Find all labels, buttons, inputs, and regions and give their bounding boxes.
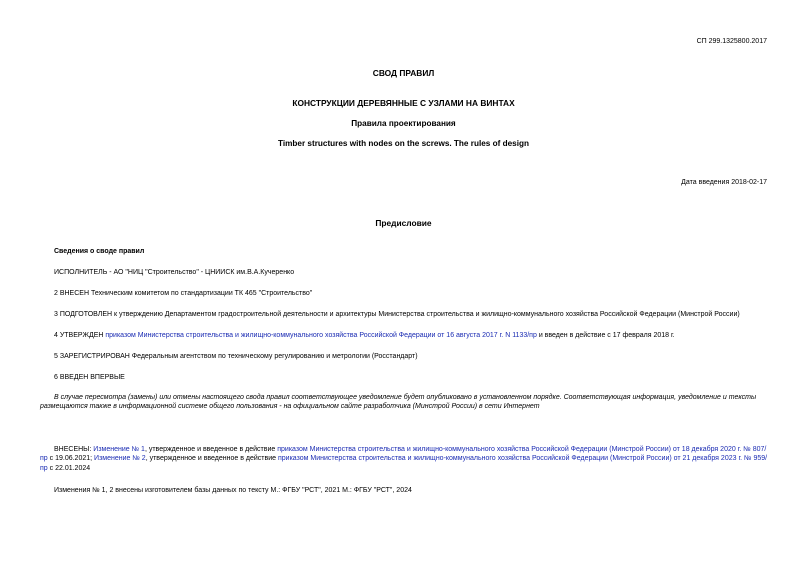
prepared-paragraph: 3 ПОДГОТОВЛЕН к утверждению Департаментом градостроительной деятельности и архитектуры Министерства строительства и жилищно-коммунального хозяйства Российской Федерации (Минстрой России) bbox=[54, 311, 740, 318]
preface-heading: Предисловие bbox=[375, 218, 432, 228]
introduction-date: Дата введения 2018-02-17 bbox=[681, 179, 767, 186]
order-1-link[interactable]: приказом Министерства строительства и жилищно-коммунального хозяйства Российской Федерации (Минстрой России) от 18 декабря 2020 г. № 807/пр bbox=[40, 446, 767, 463]
change-1-text: , утвержденное и введенное в действие bbox=[144, 446, 276, 453]
registered-paragraph: 5 ЗАРЕГИСТРИРОВАН Федеральным агентством по техническому регулированию и метрологии (Росстандарт) bbox=[54, 353, 418, 360]
order-2-link[interactable]: приказом Министерства строительства и жилищно-коммунального хозяйства Российской Федерации (Минстрой России) от 21 декабря 2023 г. № 959/пр bbox=[40, 455, 768, 472]
database-note-paragraph: Изменения № 1, 2 внесены изготовителем базы данных по тексту М.: ФГБУ "РСТ", 2021 М.: ФГБУ "РСТ", 2024 bbox=[54, 487, 412, 494]
change-1-date: с 19.06.2021; bbox=[49, 455, 93, 463]
change-2-date: с 22.01.2024 bbox=[49, 464, 91, 472]
executor-paragraph: ИСПОЛНИТЕЛЬ - АО "НИЦ "Строительство" - ЦНИИСК им.В.А.Кучеренко bbox=[54, 269, 295, 276]
first-time-paragraph: 6 ВВЕДЕН ВПЕРВЫЕ bbox=[54, 374, 125, 381]
introduced-paragraph: 2 ВНЕСЕН Техническим комитетом по стандартизации ТК 465 "Строительство" bbox=[54, 290, 313, 297]
changes-paragraph bbox=[40, 445, 768, 473]
info-heading: Сведения о своде правил bbox=[54, 248, 145, 255]
approved-paragraph bbox=[40, 331, 768, 340]
document-english-title: Timber structures with nodes on the screws. The rules of design bbox=[278, 139, 529, 148]
document-title: СВОД ПРАВИЛ bbox=[372, 68, 435, 78]
approved-prefix: 4 УТВЕРЖДЕН bbox=[54, 332, 104, 339]
document-rules-heading: Правила проектирования bbox=[351, 119, 456, 128]
change-2-link[interactable]: Изменение № 2 bbox=[94, 455, 146, 463]
change-1-link[interactable]: Изменение № 1 bbox=[93, 446, 145, 453]
review-note-paragraph: В случае пересмотра (замены) или отмены настоящего свода правил соответствующее уведомление будет опубликовано в установленном порядке. Соответствующая информация, уведомление и тексты размещаются также в информационной системе общего пользования - на официальном сайте разработчика (Минстрой России) в сети Интернет bbox=[40, 394, 757, 411]
approval-order-link[interactable]: приказом Министерства строительства и жилищно-коммунального хозяйства Российской Федерации от 16 августа 2017 г. N 1133/пр bbox=[105, 332, 537, 339]
change-2-text: , утвержденное и введенное в действие bbox=[145, 455, 277, 463]
document-code: СП 299.1325800.2017 bbox=[696, 38, 767, 45]
document-subtitle: КОНСТРУКЦИИ ДЕРЕВЯННЫЕ С УЗЛАМИ НА ВИНТАХ bbox=[292, 98, 515, 108]
approved-suffix: и введен в действие с 17 февраля 2018 г. bbox=[538, 332, 675, 339]
changes-prefix: ВНЕСЕНЫ: bbox=[54, 446, 92, 453]
